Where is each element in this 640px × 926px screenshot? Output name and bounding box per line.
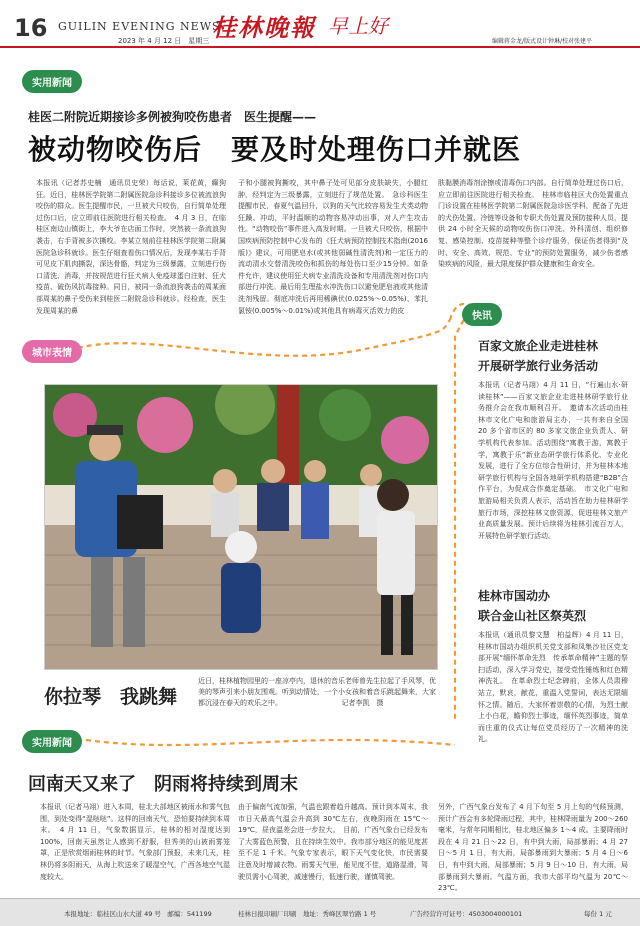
article-column-1: 本报讯（记者苏史楠 通讯员史荣）每话说，莱花黄，癫狗狂。近日，桂林医学院第二附属医院急诊科接诊多位被流浪狗咬伤的群众。医生提醒市民，一旦被犬只咬伤，自行简单处理过伤口后，应立即前往医院进行相关检查。 4 月 3 日，在临桂区南边山镇街上，李大爷在店面工作时，突然被一条流浪狗袭击，右手背被多次撕咬。李某立刻前往桂林医学院第二附属医院急诊科就诊。医生仔细查看伤口情况后，发现李某右手背可见皮下肌肉撕裂，深达骨骼，判定为三级暴露，立刻进行伤口清洗、消毒，并按规范进行狂犬病人免疫球蛋白注射、狂犬疫苗、破伤风抗毒接种。同日，被同一条流浪狗袭击的周某面部周某的鼻子受伤来到桂医二附院急诊科就诊。经检查，医生发现周某的鼻 <box>36 179 226 315</box>
issue-date: 2023 年 4 月 12 日 星期三 <box>118 37 210 45</box>
article-headline: 被动物咬伤后 要及时处理伤口并就医 <box>28 133 522 166</box>
section-label-practical-news-2: 实用新闻 <box>22 730 82 753</box>
brief-2-title-line-2: 联合金山社区祭英烈 <box>478 609 587 623</box>
brief-1-title-line-1: 百家文旅企业走进桂林 <box>478 339 599 353</box>
footer-address: 本报地址：临桂区山水大道 49 号 邮编：541199 <box>64 910 212 918</box>
brief-1-title-line-2: 开展研学旅行业务活动 <box>478 359 599 373</box>
section-label-city-scene: 城市表情 <box>22 340 82 363</box>
footer-ad-license: 广告经营许可证号：4503004000101 <box>410 910 523 918</box>
paper-name-english: GUILIN EVENING NEWS <box>58 20 221 33</box>
brief-2-body: 本报讯（通讯员黎文慧 柏益辉）4 月 11 日，桂林市国动办组织机关党支部和凤集沙社区党支部开展“缅怀革命先烈 传承革命精神”主题的祭扫活动，深入学习党史，接受党性锤炼和红色精神洗礼。 在革命烈士纪念碑前，全体人员肃穆站立，默哀，献花，重温入党誓词，表达无限缅怀之情。随后，大家怀着崇敬的心情，为烈士献上小白花，瞻仰烈士事迹，缅怀英烈事迹，简单而庄重的仪式让每位党员经历了一次精神的洗礼。 <box>478 631 628 744</box>
page-number: 16 <box>14 14 48 42</box>
article-column-2: 子和小腿被狗撕咬，其中鼻子处可见部分皮肤缺失，小腿红肿，经判定为三级暴露，立刻进行了规范处置。 急诊科医生提醒市民，春夏气温回升，以狗的天气比较容易发生犬类动物狂躁、冲动，平时温顺的动物容易冲动出事，对人产生攻击性。“动物咬伤”事件进入高发时期。一旦被犬只咬伤，根据中国疾病预防控制中心发布的《狂犬病预防控制技术指南(2016版)》建议，可用肥皂水(或其他弱碱性清洗剂)和一定压力的流动清水交替清洗咬伤和抓伤的每处伤口至少15分钟。如条件允许，建议使用狂犬病专业清洗设备和专用清洗剂对伤口内部进行冲洗。最后用生理盐水冲洗伤口以避免肥皂液或其他清洗剂残留。彻底冲洗后再用稀碘伏(0.025%～0.05%)、苯扎氯铵(0.005%～0.01%)或其他具有病毒灭活效力的皮 <box>238 179 428 315</box>
brief-1-body: 本报讯（记者马翊）4 月 11 日，“行遍山水·研读桂林”——百家文旅企业走进桂林研学旅行业务推介会在我市顺利召开。 邀请本次活动由桂林市文化广电和旅游局主办，一共有来自全国 20 多个省市区的 80 多家文旅企业负责人、研学机构代表参加。活动围绕“寓教于游，寓教于学，寓教于乐”新业态研学旅行体系化、专业化发展，进行了全方位综合性研讨，并为桂林本地研学旅行机构与全国各地研学机构搭建“B2B”合作平台，为促成合作奠定基础。 市文化广电和旅游局相关负责人表示，活动旨在助力桂林研学旅行市场，深挖桂林文旅资源，促进桂林文旅产业高质量发展。预计后续将为桂林引流百万人，开展特色研学旅行活动。 <box>478 381 628 540</box>
article-2-column-1: 本报讯（记者马翊）进入本周，桂北大部地区被雨水和雾气包围，到处变得“湿哒哒”。这样的回南天气，恐怕要持续到本周末。 4 月 11 日，气象数据显示，桂林的相对湿度达到 100%，回南天虽然让人感到不舒服，但秀美的山被雨雾笼罩，正是欣赏烟雨桂林的时节。气象部门预报，未来几天，桂林仍将多阴雨天，从海上吹送来了暖湿空气，广西各地空气湿度较大。 <box>40 803 230 881</box>
article-subheadline: 桂医二附院近期接诊多例被狗咬伤患者 医生提醒—— <box>28 110 317 124</box>
section-label-quick-news: 快讯 <box>462 303 502 326</box>
news-photo-accordion-dance <box>44 384 438 670</box>
section-label-practical-news: 实用新闻 <box>22 70 82 93</box>
footer-printer: 桂林日报印刷厂印刷 地址：秀峰区翠竹路 1 号 <box>238 910 377 918</box>
editor-credits: 编辑蒋金龙/版式设计钟琳/校对张建平 <box>492 38 593 45</box>
footer-price: 每份 1 元 <box>584 910 612 918</box>
newspaper-logo: 桂林晚報 <box>212 13 316 42</box>
article-2-column-3: 另外，广西气象台发布了 4 月下旬至 5 月上旬的气候预测，预计广西会有多轮降雨过程，其中，桂林降雨量为 200～260 毫米，与常年同期相比，桂北地区偏多 1～4 成。主要降雨时段在 4 月 21 日～22 日，有中到大雨，局部暴雨；4 月 27 日～5 月 1 日，有大雨，局部暴雨到大暴雨；5 月 4 日～6 日，有中到大雨，局部暴雨；5 月 9 日～10 日，有大雨，局部暴雨到大暴雨。气温方面，我市大部平均气温为 20℃～23℃。 <box>438 803 628 893</box>
section-logo: 早上好 <box>328 14 388 38</box>
article-column-3: 肤黏膜消毒剂涂擦或清毒伤口内部。自行简单处理过伤口后，应立即前往医院进行相关检查。 桂林市临桂区犬伤处置重点门诊设置在桂林医学院第二附属医院急诊医学科，配备了先进的犬伤处置、冷链等设备和专职犬伤处置及预防接种人员，提供 24 小时全天候的动物咬伤伤口冲洗、外科清创、组织修复、感染控制、疫苗接种等整个诊疗服务，保证伤者得到“及时、安全、高效、规范、专业”的预防处置服务，减少伤者感染疾病的风险，最大限度保护群众健康和生命安全。 <box>438 179 628 269</box>
brief-2-title-line-1: 桂林市国动办 <box>478 589 551 603</box>
article-2-column-2: 由于偏南气流加强，气温也跟着趋升越高。预计到本周末，我市日天最高气温会升高到 30℃左右，夜晚阴雨在 15℃～19℃，昼夜温差会进一步拉大。 目前，广西气象台已经发布了大雾蓝色预警，且在持续生效中。我市部分地区的能见度甚至不足 1 千米。气象专家表示，眼下天气变化快，市民需要注意及时增减衣物。雨雾天气里，能见度不佳，道路湿滑，驾驶员需小心驾驶，减速慢行，低速行驶，谨慎驾驶。 <box>238 803 428 881</box>
photo-caption-text: 近日，桂林植物园里的一座凉亭内，退休的音乐老师曾先生拉起了手风琴，优美的琴声引来小朋友围观。听到动情处，一个小女孩和着音乐跳起舞来，大家都沉浸在春天的欢乐之中。 记者李凯 摄 <box>198 677 436 707</box>
photo-caption-title: 你拉琴 我跳舞 <box>44 686 178 708</box>
article-2-headline: 回南天又来了 阴雨将持续到周末 <box>28 774 298 795</box>
